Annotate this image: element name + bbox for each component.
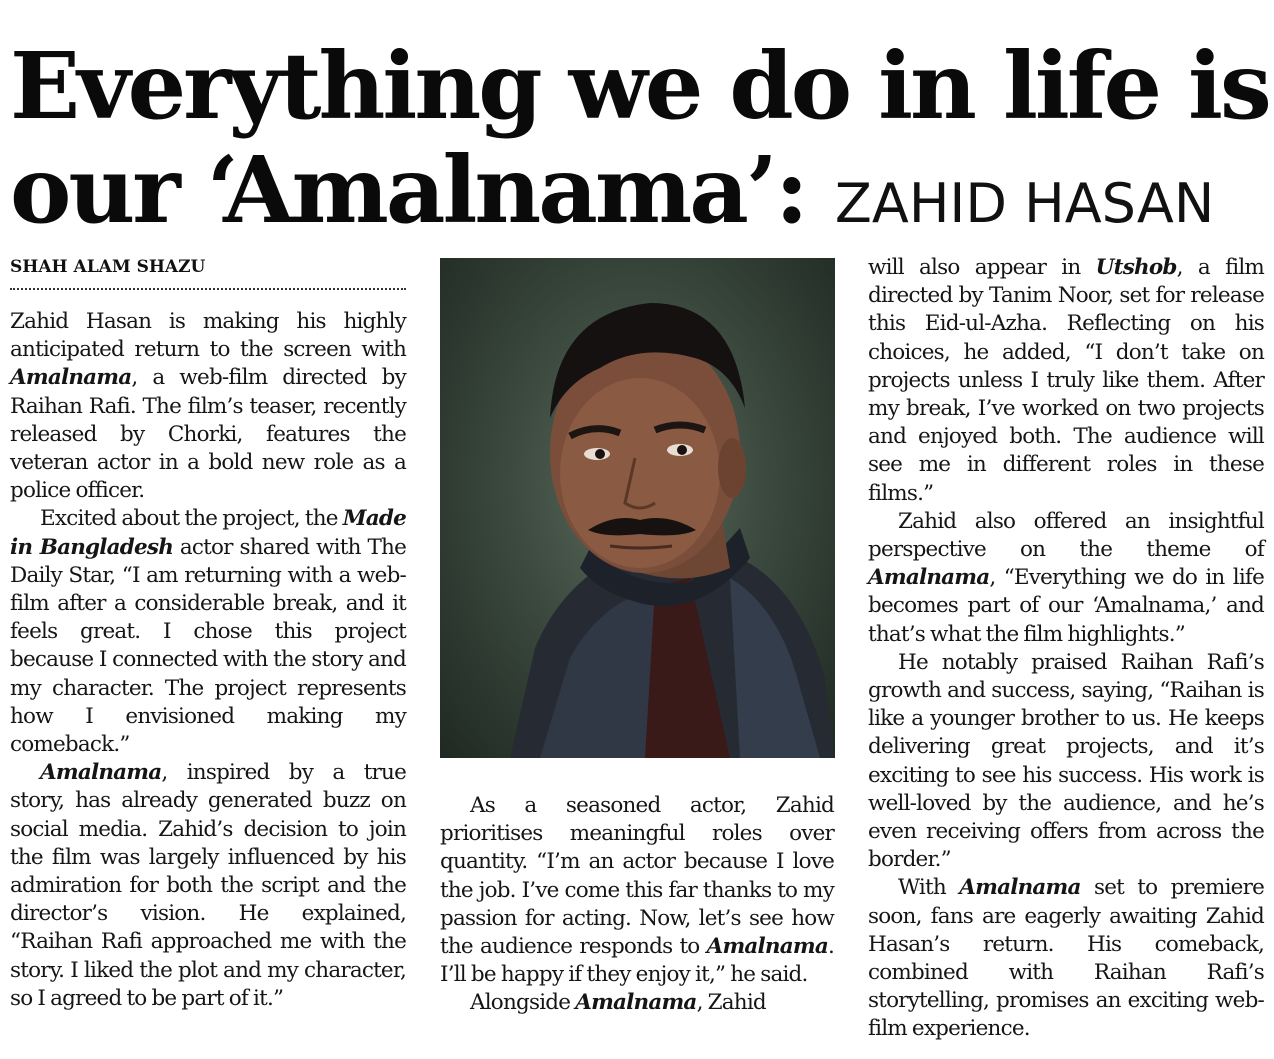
text-run: , a web-film directed by Raihan Rafi. The film’s teaser, recently released by Chorki, features the veteran actor in a bold new role as a police officer. <box>10 365 406 504</box>
paragraph <box>868 874 1264 1043</box>
film-title: Amalnama <box>868 565 990 591</box>
film-title: Utshob <box>1095 255 1177 280</box>
headline <box>10 34 1270 256</box>
text-run: Zahid also offered an insightful perspective on the theme of <box>868 508 1264 563</box>
paragraph <box>10 505 406 759</box>
film-title: Amalnama <box>10 365 132 391</box>
film-title: Made in Bangladesh <box>10 506 406 560</box>
portrait-illustration <box>440 258 835 758</box>
paragraph <box>10 308 406 505</box>
film-title: Amalnama <box>959 875 1081 901</box>
headline-line-2: our ‘Amalnama’: <box>10 136 806 244</box>
text-run: Zahid Hasan is making his highly anticipated return to the screen with <box>10 309 406 363</box>
text-run: , a film directed by Tanim Noor, set for release this Eid-ul-Azha. Reflecting on his choices, he added, “I don’t take on projects unless I truly like them. After my break, I’ve worked on two projects and enjoyed both. The audience will see me in different roles in these films.” <box>868 255 1264 506</box>
paragraph <box>440 989 834 1017</box>
headline-name: ZAHID HASAN <box>834 172 1215 235</box>
paragraph: He notably praised Raihan Rafi’s growth and success, saying, “Raihan is like a younger brother to us. He keeps delivering great projects, and it’s exciting to see his success. His work is well-loved by the audience, and he’s even receiving offers from across the border.” <box>868 649 1264 873</box>
paragraph <box>868 254 1264 508</box>
text-run: , “Everything we do in life becomes part of our ‘Amalnama,’ and that’s what the film highlights.” <box>868 565 1264 647</box>
paragraph <box>10 759 406 1013</box>
article-column-2 <box>440 792 834 1018</box>
actor-photo <box>440 258 835 758</box>
paragraph <box>440 792 834 989</box>
text-run: With <box>898 875 960 901</box>
text-run: , Zahid <box>696 990 766 1016</box>
text-run: set to premiere soon, fans are eagerly awaiting Zahid Hasan’s return. His comeback, combined with Raihan Rafi’s storytelling, promises an exciting web-film experience. <box>868 875 1264 1042</box>
headline-line-1: Everything we do in life is <box>10 32 1269 140</box>
film-title: Amalnama <box>706 934 828 960</box>
film-title: Amalnama <box>575 990 697 1016</box>
byline: SHAH ALAM SHAZU <box>10 255 406 290</box>
text-run: will also appear in <box>868 255 1096 280</box>
article-column-1 <box>10 308 406 1013</box>
text-run: actor shared with The Daily Star, “I am returning with a web-film after a considerable break, and it feels great. I chose this project because I connected with the story and my character. The project represents how I envisioned making my comeback.” <box>10 534 406 758</box>
text-run: . I’ll be happy if they enjoy it,” he said. <box>440 934 834 988</box>
text-run: , inspired by a true story, has already generated buzz on social media. Zahid’s decision to join the film was largely influenced by his admiration for both the script and the director’s vision. He explained, “Raihan Rafi approached me with the story. I liked the plot and my character, so I agreed to be part of it.” <box>10 760 406 1011</box>
text-run: As a seasoned actor, Zahid prioritises meaningful roles over quantity. “I’m an actor because I love the job. I’ve come this far thanks to my passion for acting. Now, let’s see how the audience responds to <box>440 793 834 960</box>
film-title: Amalnama <box>40 760 162 786</box>
article-column-3 <box>868 254 1264 1044</box>
text-run: Alongside <box>470 990 576 1016</box>
paragraph <box>868 508 1264 649</box>
text-run: Excited about the project, the <box>40 506 343 532</box>
